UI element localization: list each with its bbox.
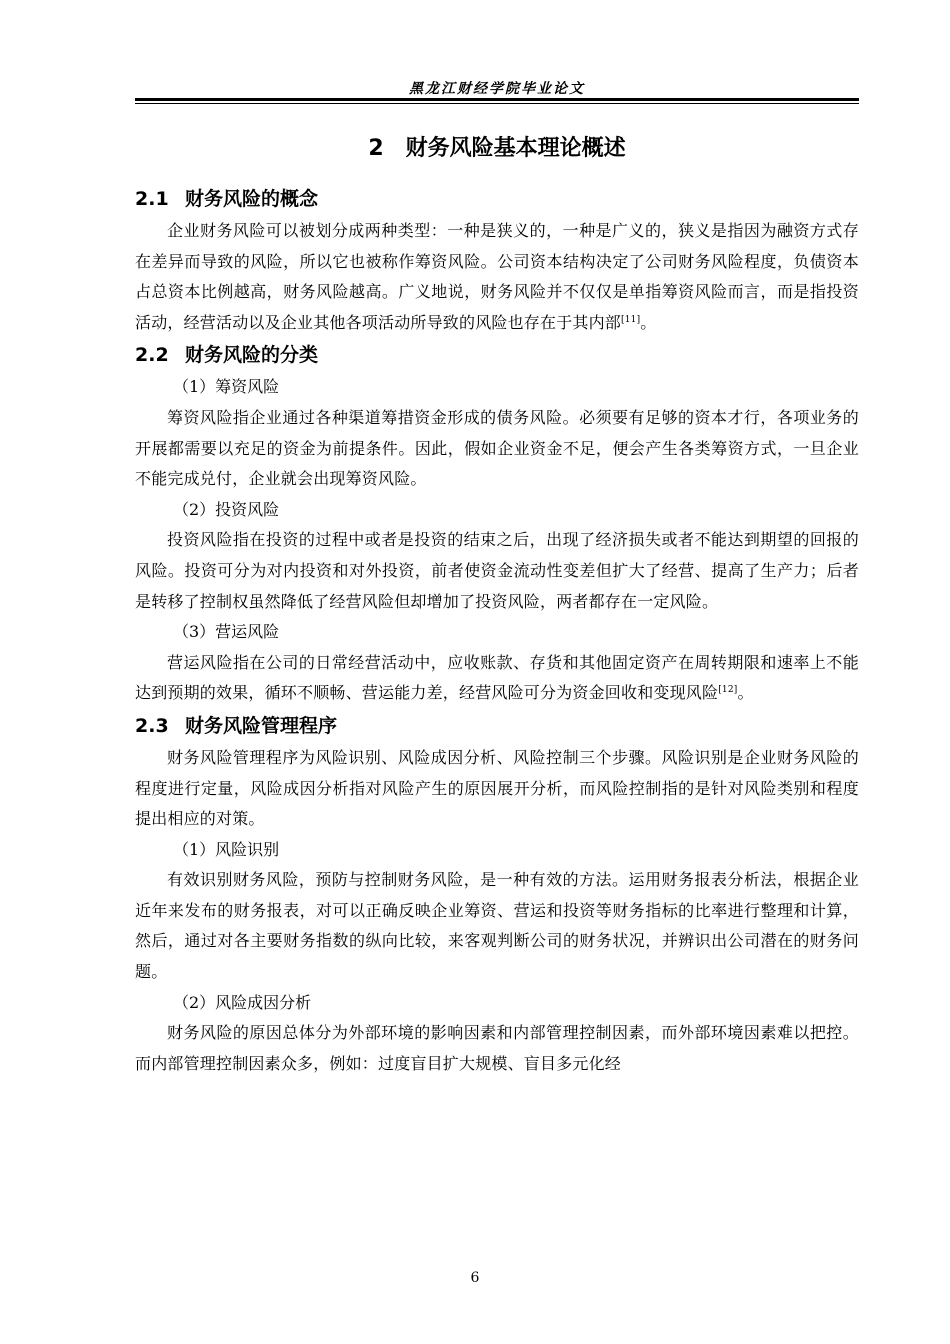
paragraph (135, 216, 859, 338)
paragraph: 财务风险管理程序为风险识别、风险成因分析、风险控制三个步骤。风险识别是企业财务风险的程度进行定量，风险成因分析指对风险产生的原因展开分析，而风险控制指的是针对风险类别和程度提出相应的对策。 (135, 747, 859, 829)
paragraph (135, 648, 859, 709)
page-number: 6 (470, 1270, 480, 1286)
section-title: 财务风险的分类 (185, 344, 319, 367)
running-header: 黑龙江财经学院毕业论文 (409, 81, 585, 97)
header-rule-thick (135, 98, 859, 101)
section-2-3-heading (135, 709, 859, 743)
section-2-1-heading (135, 182, 859, 216)
subheading: （1）筹资风险 (173, 377, 280, 397)
header-rule-thin (135, 103, 859, 104)
chapter-title: 2 财务风险基本理论概述 (368, 136, 626, 161)
subheading: （2）风险成因分析 (173, 992, 312, 1012)
section-number: 2.3 (135, 714, 169, 737)
paragraph-text: 营运风险指在公司的日常经营活动中，应收账款、存货和其他固定资产在周转期限和速率上不能达到预期的效果，循环不顺畅、营运能力差，经营风险可分为资金回收和变现风险 (135, 652, 859, 703)
subheading: （1）风险识别 (173, 839, 280, 859)
page-content (135, 132, 859, 1079)
subheading: （3）营运风险 (173, 622, 280, 642)
paragraph: 投资风险指在投资的过程中或者是投资的结束之后，出现了经济损失或者不能达到期望的回报的风险。投资可分为对内投资和对外投资，前者使资金流动性变差但扩大了经营、提高了生产力；后者是转移了控制权虽然降低了经营风险但却增加了投资风险，两者都存在一定风险。 (135, 530, 859, 611)
paragraph-end: 。 (737, 683, 754, 703)
citation-ref: [11] (621, 314, 641, 325)
section-number: 2.1 (135, 188, 169, 210)
paragraph: 筹资风险指企业通过各种渠道筹措资金形成的债务风险。必须要有足够的资本才行，各项业务的开展都需要以充足的资金为前提条件。因此，假如企业资金不足，便会产生各类筹资方式，一旦企业不能完成兑付，企业就会出现筹资风险。 (135, 407, 859, 489)
paragraph-text: 企业财务风险可以被划分成两种类型：一种是狭义的，一种是广义的，狭义是指因为融资方式存在差异而导致的风险，所以它也被称作筹资风险。公司资本结构决定了公司财务风险程度，负债资本占总资本比例越高，财务风险越高。广义地说，财务风险并不仅仅是单指筹资风险而言，而是指投资活动，经营活动以及企业其他各项活动所导致的风险也存在于其内部 (135, 221, 859, 332)
paragraph-end: 。 (640, 312, 657, 332)
section-number: 2.2 (135, 344, 169, 367)
section-title: 财务风险管理程序 (185, 714, 338, 737)
citation-ref: [12] (718, 685, 738, 696)
subheading: （2）投资风险 (173, 499, 280, 519)
paragraph: 财务风险的原因总体分为外部环境的影响因素和内部管理控制因素，而外部环境因素难以把控。而内部管理控制因素众多，例如：过度盲目扩大规模、盲目多元化经 (135, 1023, 859, 1073)
section-title: 财务风险的概念 (185, 188, 319, 210)
section-2-2-heading (135, 338, 859, 372)
paragraph: 有效识别财务风险，预防与控制财务风险，是一种有效的方法。运用财务报表分析法，根据企业近年来发布的财务报表，对可以正确反映企业筹资、营运和投资等财务指标的比率进行整理和计算，然后，通过对各主要财务指数的纵向比较，来客观判断公司的财务状况，并辨识出公司潜在的财务问题。 (135, 870, 859, 982)
